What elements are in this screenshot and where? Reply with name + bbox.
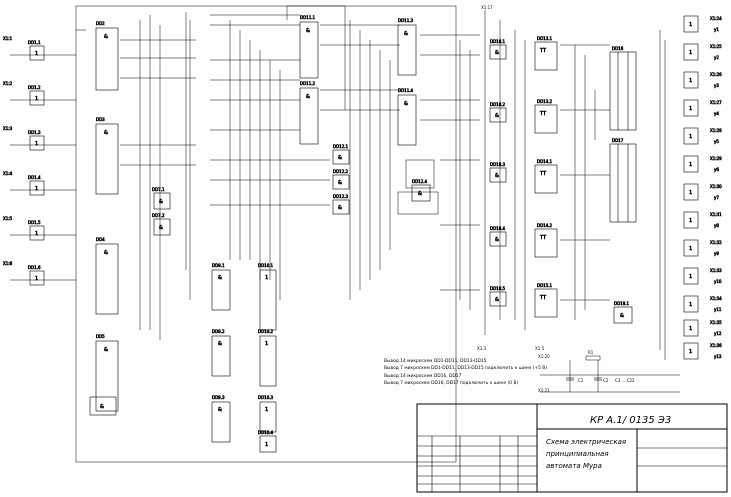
logic-gate xyxy=(412,179,430,201)
doc-title-line: Схема электрическая xyxy=(546,438,627,446)
svg-text:R1: R1 xyxy=(588,350,594,355)
logic-gate xyxy=(90,397,116,415)
svg-text:Х1:35: Х1:35 xyxy=(710,320,722,325)
svg-text:Вывод 7 микросхем DD16, DD17 п: Вывод 7 микросхем DD16, DD17 подключить к шине (0 В) xyxy=(384,381,519,386)
svg-text:Вывод 7 микросхем DD1-DD11, DD: Вывод 7 микросхем DD1-DD11, DD13-DD15 подключить к шине (+5 В) xyxy=(384,366,547,371)
svg-text:Х1:1: Х1:1 xyxy=(3,36,13,41)
svg-text:1: 1 xyxy=(265,275,269,281)
svg-text:Х1:5: Х1:5 xyxy=(3,216,13,221)
svg-text:DD12.3: DD12.3 xyxy=(333,194,349,199)
output-inverter xyxy=(684,268,722,284)
svg-text:&: & xyxy=(495,173,499,179)
svg-text:DD18.1: DD18.1 xyxy=(490,39,506,44)
svg-text:DD1.6: DD1.6 xyxy=(28,265,41,270)
output-inverter xyxy=(684,16,722,32)
svg-text:Х1:5: Х1:5 xyxy=(535,346,545,351)
svg-text:DD9.2: DD9.2 xyxy=(212,329,225,334)
svg-text:DD1.5: DD1.5 xyxy=(28,220,41,225)
decoder-block xyxy=(610,46,636,323)
gate-column-1 xyxy=(90,21,118,415)
svg-text:y4: y4 xyxy=(714,111,719,116)
logic-gate xyxy=(96,334,118,411)
svg-text:&: & xyxy=(104,347,108,353)
svg-text:1: 1 xyxy=(689,190,693,196)
svg-text:TT: TT xyxy=(540,295,547,301)
svg-text:С3 ... С22: С3 ... С22 xyxy=(615,378,635,383)
svg-text:DD10.2: DD10.2 xyxy=(258,329,274,334)
svg-text:y3: y3 xyxy=(714,83,719,88)
output-inverter xyxy=(684,240,722,256)
logic-gate xyxy=(398,88,416,145)
svg-text:DD5: DD5 xyxy=(96,334,105,339)
svg-text:DD2: DD2 xyxy=(96,21,105,26)
svg-text:y9: y9 xyxy=(714,251,719,256)
svg-text:1: 1 xyxy=(35,141,39,147)
logic-gate xyxy=(212,263,230,310)
svg-text:Х1:21: Х1:21 xyxy=(538,388,550,393)
svg-text:DD11.1: DD11.1 xyxy=(300,15,316,20)
svg-text:&: & xyxy=(306,94,310,100)
svg-text:&: & xyxy=(404,101,408,107)
logic-gate xyxy=(258,395,276,432)
pre-trigger-gates xyxy=(490,39,506,306)
trigger xyxy=(535,36,557,70)
gate-column-mid xyxy=(333,144,438,214)
svg-text:&: & xyxy=(218,341,222,347)
svg-text:&: & xyxy=(104,130,108,136)
svg-text:1: 1 xyxy=(35,276,39,282)
svg-text:DD10.3: DD10.3 xyxy=(258,395,274,400)
logic-gate xyxy=(152,187,170,209)
logic-gate xyxy=(490,102,506,122)
output-inverter xyxy=(684,343,722,359)
svg-text:1: 1 xyxy=(689,246,693,252)
doc-title-line: принципиальная xyxy=(546,450,609,458)
trigger xyxy=(535,223,557,257)
svg-text:Х1:34: Х1:34 xyxy=(710,296,722,301)
svg-text:Х1:36: Х1:36 xyxy=(710,343,722,348)
logic-gate xyxy=(490,226,506,246)
svg-text:DD1.1: DD1.1 xyxy=(28,40,41,45)
svg-text:1: 1 xyxy=(689,349,693,355)
svg-text:TT: TT xyxy=(540,111,547,117)
svg-text:y1: y1 xyxy=(714,27,719,32)
svg-text:1: 1 xyxy=(689,326,693,332)
svg-text:DD7.2: DD7.2 xyxy=(152,213,165,218)
svg-text:Х1:4: Х1:4 xyxy=(3,171,13,176)
svg-text:DD11.3: DD11.3 xyxy=(398,18,414,23)
svg-text:DD14.2: DD14.2 xyxy=(537,223,553,228)
logic-gate xyxy=(333,194,349,214)
svg-text:1: 1 xyxy=(265,442,269,448)
svg-text:DD1.2: DD1.2 xyxy=(28,85,41,90)
doc-number: КР А.1/ 0135 Э3 xyxy=(590,415,672,426)
output-inverter xyxy=(684,156,722,172)
input-inverter xyxy=(3,261,44,285)
svg-text:&: & xyxy=(495,297,499,303)
logic-gate xyxy=(212,395,230,442)
svg-text:Х1:29: Х1:29 xyxy=(710,156,722,161)
gate-column-5 xyxy=(300,15,416,145)
svg-text:&: & xyxy=(418,191,422,197)
wire-bus xyxy=(10,6,680,462)
logic-gate xyxy=(300,15,318,78)
svg-text:&: & xyxy=(495,50,499,56)
svg-text:y2: y2 xyxy=(714,55,719,60)
svg-text:DD9.3: DD9.3 xyxy=(212,395,225,400)
svg-text:1: 1 xyxy=(689,78,693,84)
svg-text:y11: y11 xyxy=(714,307,722,312)
svg-text:DD16: DD16 xyxy=(612,46,624,51)
svg-text:1: 1 xyxy=(689,302,693,308)
svg-text:y13: y13 xyxy=(714,354,722,359)
svg-text:DD7.1: DD7.1 xyxy=(152,187,165,192)
trigger xyxy=(535,283,557,317)
output-inverter xyxy=(684,320,722,336)
logic-gate xyxy=(96,237,118,314)
output-inverters xyxy=(684,16,722,359)
svg-text:y5: y5 xyxy=(714,139,719,144)
doc-title-line: автомата Мура xyxy=(546,462,602,470)
svg-text:&: & xyxy=(306,28,310,34)
decoder xyxy=(610,46,636,130)
svg-text:&: & xyxy=(218,407,222,413)
input-inverter xyxy=(3,81,44,105)
svg-text:DD18.5: DD18.5 xyxy=(490,286,506,291)
svg-text:Х1:26: Х1:26 xyxy=(710,72,722,77)
svg-text:y7: y7 xyxy=(714,195,719,200)
trigger xyxy=(535,99,557,133)
svg-text:DD1.3: DD1.3 xyxy=(28,130,41,135)
svg-text:&: & xyxy=(104,250,108,256)
svg-text:y8: y8 xyxy=(714,223,719,228)
output-inverter xyxy=(684,44,722,60)
gate-column-2 xyxy=(152,187,170,235)
svg-text:Х1:24: Х1:24 xyxy=(710,16,722,21)
logic-gate xyxy=(96,117,118,194)
svg-text:Х1:2: Х1:2 xyxy=(3,81,13,86)
svg-text:TT: TT xyxy=(540,48,547,54)
logic-gate xyxy=(152,213,170,235)
svg-text:&: & xyxy=(495,113,499,119)
input-inverter xyxy=(3,171,44,195)
svg-text:Вывод 14 микросхем DD16, DD17: Вывод 14 микросхем DD16, DD17 xyxy=(384,374,462,379)
svg-text:Х1:25: Х1:25 xyxy=(710,44,722,49)
logic-gate xyxy=(96,21,118,90)
svg-text:&: & xyxy=(495,237,499,243)
svg-text:&: & xyxy=(104,34,108,40)
svg-text:y12: y12 xyxy=(714,331,722,336)
svg-text:Х1:27: Х1:27 xyxy=(710,100,722,105)
svg-text:&: & xyxy=(338,155,342,161)
svg-text:&: & xyxy=(159,199,163,205)
svg-text:&: & xyxy=(159,225,163,231)
svg-text:1: 1 xyxy=(265,341,269,347)
svg-text:1: 1 xyxy=(35,96,39,102)
output-inverter xyxy=(684,296,722,312)
logic-gate xyxy=(258,263,276,330)
logic-gate xyxy=(614,301,632,323)
input-inverter xyxy=(3,126,44,150)
svg-text:1: 1 xyxy=(689,218,693,224)
output-inverter xyxy=(684,212,722,228)
svg-text:Х1:32: Х1:32 xyxy=(710,240,722,245)
svg-text:Х1:33: Х1:33 xyxy=(710,268,722,273)
logic-gate xyxy=(398,18,416,75)
svg-text:Х1:6: Х1:6 xyxy=(3,261,13,266)
svg-text:DD9.1: DD9.1 xyxy=(212,263,225,268)
logic-gate xyxy=(258,329,276,386)
input-inverter xyxy=(3,216,44,240)
logic-gate xyxy=(300,81,318,144)
input-inverters xyxy=(3,36,44,285)
svg-text:DD18.4: DD18.4 xyxy=(490,226,506,231)
svg-text:1: 1 xyxy=(265,407,269,413)
svg-text:1: 1 xyxy=(35,186,39,192)
svg-text:DD13.1: DD13.1 xyxy=(537,36,553,41)
svg-text:DD13.2: DD13.2 xyxy=(537,99,553,104)
svg-text:DD4: DD4 xyxy=(96,237,105,242)
svg-text:y10: y10 xyxy=(714,279,722,284)
svg-text:С2: С2 xyxy=(603,378,609,383)
svg-text:DD17: DD17 xyxy=(612,138,624,143)
svg-text:1: 1 xyxy=(35,51,39,57)
svg-text:TT: TT xyxy=(540,235,547,241)
svg-text:&: & xyxy=(404,31,408,37)
input-inverter xyxy=(3,36,44,60)
svg-text:1: 1 xyxy=(689,134,693,140)
svg-text:1: 1 xyxy=(35,231,39,237)
svg-text:1: 1 xyxy=(689,162,693,168)
output-inverter xyxy=(684,128,722,144)
svg-text:DD10.4: DD10.4 xyxy=(258,430,274,435)
svg-text:&: & xyxy=(218,275,222,281)
svg-text:y6: y6 xyxy=(714,167,719,172)
svg-text:&: & xyxy=(620,313,624,319)
svg-text:DD12.1: DD12.1 xyxy=(333,144,349,149)
svg-text:Х1:17: Х1:17 xyxy=(481,5,493,10)
svg-text:С1: С1 xyxy=(578,378,584,383)
svg-text:Х1:20: Х1:20 xyxy=(538,354,550,359)
logic-gate xyxy=(212,329,230,376)
svg-text:DD3: DD3 xyxy=(96,117,105,122)
svg-text:&: & xyxy=(100,404,104,410)
svg-text:Х1:28: Х1:28 xyxy=(710,128,722,133)
svg-text:Вывод 14 микросхем DD1-DD11, D: Вывод 14 микросхем DD1-DD11, DD13-DD15 xyxy=(384,359,487,364)
notes xyxy=(384,358,547,386)
output-inverter xyxy=(684,100,722,116)
logic-gate xyxy=(490,286,506,306)
svg-text:TT: TT xyxy=(540,171,547,177)
logic-gate xyxy=(333,144,349,164)
gate-column-3 xyxy=(212,263,276,452)
logic-gate xyxy=(490,162,506,182)
svg-text:1: 1 xyxy=(689,22,693,28)
output-inverter xyxy=(684,72,722,88)
svg-text:Х1:30: Х1:30 xyxy=(710,184,722,189)
logic-gate xyxy=(333,169,349,189)
svg-text:DD12.4: DD12.4 xyxy=(412,179,428,184)
output-inverter xyxy=(684,184,722,200)
svg-text:DD10.1: DD10.1 xyxy=(258,263,274,268)
title-block xyxy=(417,404,727,492)
power-labels xyxy=(477,5,635,393)
svg-text:DD12.2: DD12.2 xyxy=(333,169,349,174)
svg-text:1: 1 xyxy=(689,274,693,280)
logic-gate xyxy=(490,39,506,59)
svg-text:DD11.2: DD11.2 xyxy=(300,81,316,86)
svg-text:DD18.2: DD18.2 xyxy=(490,102,506,107)
svg-text:1: 1 xyxy=(689,106,693,112)
svg-text:1: 1 xyxy=(689,50,693,56)
trigger-column xyxy=(535,36,557,317)
svg-text:DD14.1: DD14.1 xyxy=(537,159,553,164)
svg-text:DD1.4: DD1.4 xyxy=(28,175,41,180)
svg-text:DD11.4: DD11.4 xyxy=(398,88,414,93)
svg-text:DD18.3: DD18.3 xyxy=(490,162,506,167)
svg-text:Х1:3: Х1:3 xyxy=(477,346,487,351)
decoder xyxy=(610,138,636,222)
svg-text:&: & xyxy=(338,180,342,186)
trigger xyxy=(535,159,557,193)
svg-text:Х1:3: Х1:3 xyxy=(3,126,13,131)
svg-text:DD19.1: DD19.1 xyxy=(614,301,630,306)
svg-text:Х1:31: Х1:31 xyxy=(710,212,722,217)
logic-gate xyxy=(258,430,276,452)
svg-text:&: & xyxy=(338,205,342,211)
svg-text:DD15.1: DD15.1 xyxy=(537,283,553,288)
